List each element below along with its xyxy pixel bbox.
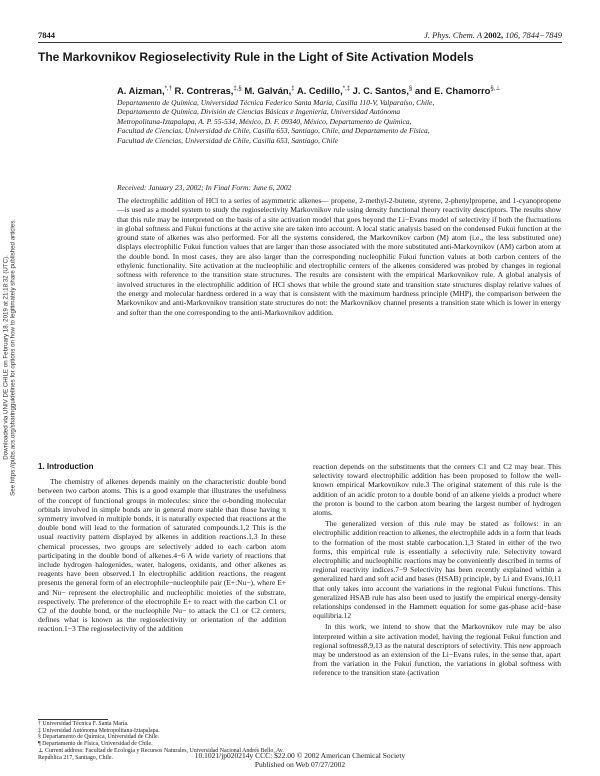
journal-citation [424,30,562,40]
author: M. Galván,‡ [244,85,295,97]
published-date: Published on Web 07/27/2002 [254,760,346,769]
footnote: § Departamento de Química, Universidad de Chile. [38,734,160,741]
header-rule [38,42,562,43]
paragraph: The generalized version of this rule may be stated as follows: in an electrophilic addition reaction to alkenes, the electrophile adds in a form that leads to the formation of the most stable carbocation.1,3 Stated in either of the two forms, this empirical rule is essentially a selectivity rule. Selectivity toward electrophilic and nucleophilic reactions may be conveniently described in terms of regional reactivity indices.7−9 Selectivity has been recently explained within a generalized hard and soft acid and bases (HSAB) principle, by Li and Evans,10,11 that only takes into account the variations in the regional Fukui functions. This generalized HSAB rule has also been used to justify the empirical energy-density relationships condensed in the Hammett equation for some gas-phase acid−base equilibria.12 [313,519,561,621]
author: and E. Chamorro§,⊥ [414,85,501,97]
footnote: † Universidad Técnica F. Santa María. [38,721,129,727]
footnote: ‡ Universidad Autónoma Metropolitana-Iztapalapa. [38,727,160,734]
body-column-left [38,462,286,636]
abstract: The electrophilic addition of HCl to a series of asymmetric alkenes— propene, 2-methyl-2-butene, styrene, 2-phenylpropene, and 1-cyanopropene—is used as a model system to study the regioselectivity Markovnikov rule using density functional theory reactivity descriptors. The results show that this rule may be interpreted on the basis of a site activation model that goes beyond the Li−Evans model of selectivity if both the fluctuations in global softness and Fukui functions at the active site are taken into account. A local static analysis based on the condensed Fukui function at the ground state of alkenes was also performed. For all the systems considered, the Markovnikov carbon (M) atom (i.e., the less substituted one) displays electrophilic Fukui function values that are larger than those associated with the more substituted anti-Markovnikov (AM) carbon atom at the double bond. In most cases, they are also larger than the corresponding nucleophilic Fukui function values at both carbon centers of the ethylenic functionality. Site activation at the nucleophilic and electrophilic centers of the alkenes considered was probed by changes in regional softness with reference to the transition state structures. The results are consistent with the empirical Markovnikov rule. A global analysis of involved structures in the electrophilic addition of HCl shows that while the ground state and transition state structures display relative values of the energy and molecular hardness ordered in a way that is consistent with the maximum hardness principle (MHP), the comparison between the Markovnikov and anti-Markovnikov transition state structures do not: the Markovnikov channel presents a transition state which is lower in energy and softer than the one corresponding to the anti-Markovnikov addition. [117,196,561,317]
journal-volume: 106, [505,30,521,40]
affiliation-line: Metropolitana-Iztapalapa, A. P. 55-534, México, D. F. 09340, México, Departamento de Química, [117,116,412,126]
body-column-right [313,462,561,680]
author: A. Cedillo,*,‡ [296,85,351,97]
received-dates: Received: January 23, 2002; In Final Form: June 6, 2002 [117,183,292,192]
journal-year: 2002, [484,30,504,40]
article-title: The Markovnikov Regioselectivity Rule in the Light of Site Activation Models [38,50,474,64]
journal-pages: 7844−7849 [522,30,562,40]
download-notice-line2: See https://pubs.acs.org/sharingguidelines for options on how to legitimately share published articles. [10,218,17,496]
paragraph: reaction depends on the substituents that the centers C1 and C2 may bear. This selectivity toward electrophilic addition has been proposed to follow the well-known empirical Markovnikov rule.3 The original statement of this rule is the addition of an acidic proton to a double bond of an alkene yields a product where the proton is bound to the carbon atom bearing the largest number of hydrogen atoms. [313,462,561,518]
download-notice [3,177,18,537]
affiliation-line: Facultad de Ciencias, Universidad de Chile, Casilla 653, Santiago, Chile [117,135,339,145]
page-number: 7844 [38,30,55,40]
paragraph: In this work, we intend to show that the Markovnikov rule may be also interpreted within a site activation model, having the regional Fukui function and regional softness8,9,13 as the natural descriptors of selectivity. This new approach may be understood as an extension of the Li−Evans rules, in the sense that, apart from the variation in the Fukui function, the variations in global softness with reference to the transition state (activation [313,622,561,678]
author-list [117,84,587,96]
download-notice-line1: Downloaded via UNIV DE CHILE on February 18, 2019 at 21:18:32 (UTC). [2,255,10,460]
affiliation-line: Departamento de Química, Universidad Técnica Federico Santa María, Casilla 110-V, Valparaíso, Chile, [117,98,435,107]
author: A. Aizman,*,† [117,85,172,97]
affiliations [117,98,557,145]
footnote: ¶ Departamento de Física, Universidad de Chile. [38,741,153,748]
doi-line: 10.1021/jp020214y CCC: $22.00 © 2002 American Chemical Society [194,751,406,760]
affiliation-line: Facultad de Ciencias, Universidad de Chile, Casilla 653, Santiago, Chile, and Departamento de Física, [117,126,430,136]
author: R. Contreras,‡,§ [174,85,242,97]
footnote: ⊥ Current address: Facultad de Ecología y Recursos Naturales, Universidad Nacional Andrés Bello, Av. República 217, Santiago, Chile. [38,747,284,761]
journal-abbrev: J. Phys. Chem. A [424,30,482,40]
affiliation-line: Departamento de Química, División de Ciencias Básicas e Ingeniería, Universidad Autónoma [117,107,401,117]
paragraph: The chemistry of alkenes depends mainly on the characteristic double bond between two carbon atoms. This is a good example that illustrates the usefulness of the concept of functional groups in molecules: since the σ-bonding molecular orbitals involved in simple bonds are in general more stable than those having π symmetry involved in multiple bonds, it is naturally expected that reactions at the double bond will lead to the formation of saturated compounds.1,2 This is the usual reactivity pattern displayed by alkenes in addition reactions.1,3 In these chemical processes, two groups are selectively added to each carbon atom participating in the double bond of alkenes.4−6 A wide variety of reactions that include hydrogen halogenides, water, halogens, oxidants, and other alkenes as reagents have been observed.1 In electrophilic addition reactions, the reagent presents the general form of an electrophile−nucleophile pair (E+:Nu−), where E+ and Nu− represent the electrophilic and nucleophilic moieties of the substrate, respectively. The preference of the electrophile E+ to react with the carbon C1 or C2 of the double bond, or the nucleophile Nu− to attack the C1 or C2 centers, defines what is known as the regioselectivity or orientation of the addition reaction.1−3 The regioselectivity of the addition [38,477,286,634]
section-heading: 1. Introduction [38,462,94,471]
footnote-rule [38,719,108,720]
author: J. C. Santos,§ [352,85,413,97]
